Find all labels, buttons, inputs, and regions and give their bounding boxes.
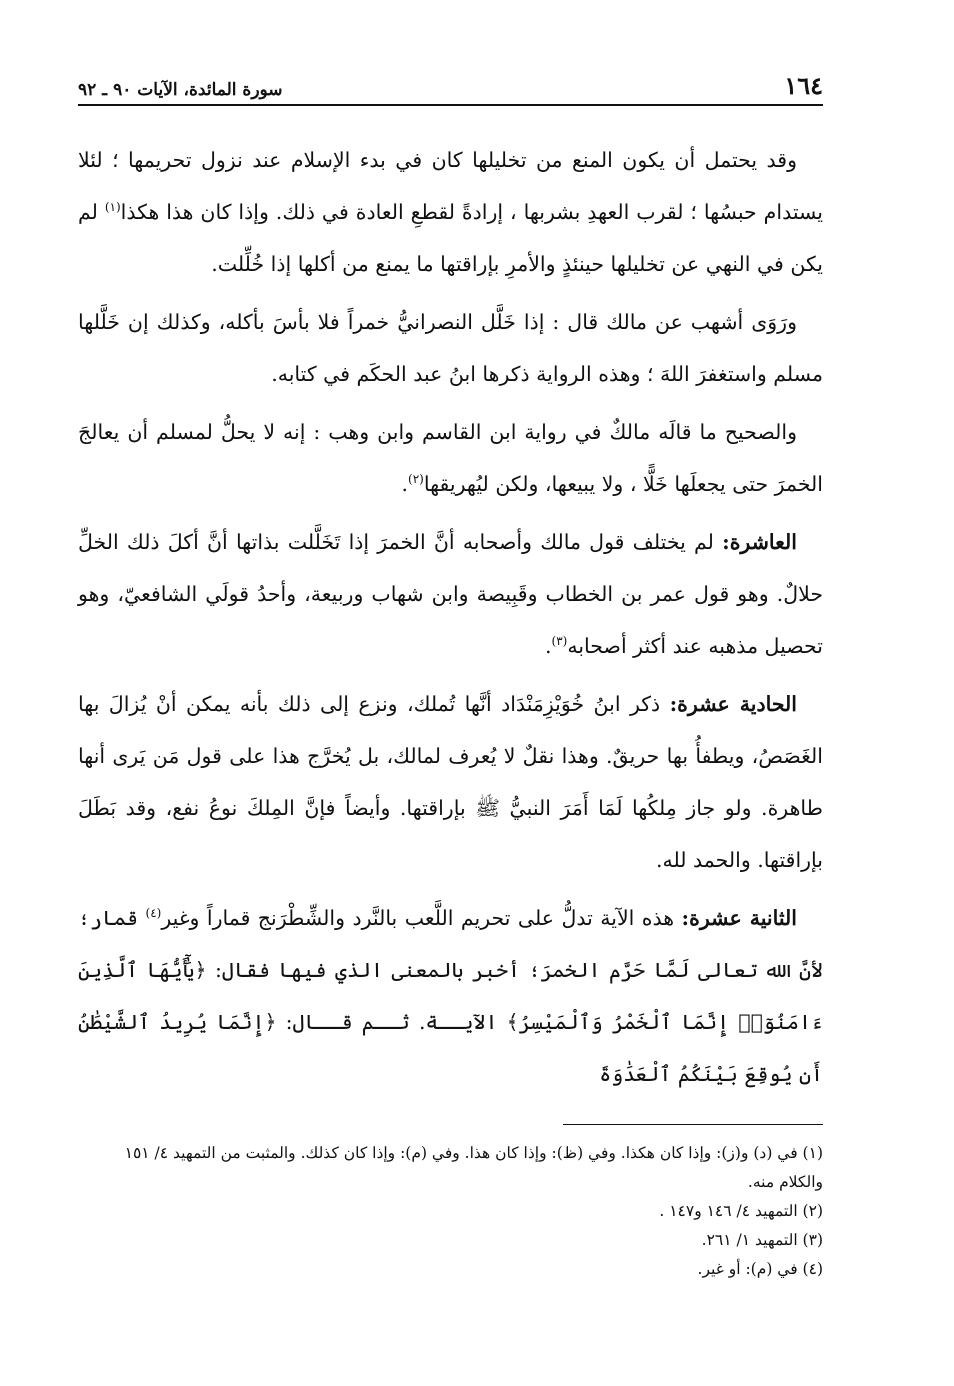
footnote: (١) في (د) و(ز): وإذا كان هكذا. وفي (ظ): وإذا كان هذا. وفي (م): وإذا كان كذلك. والمثبت من التمهيد ٤/ ١٥١ والكلام منه.	[124, 1144, 823, 1191]
paragraph	[78, 516, 823, 672]
book-page	[78, 60, 823, 1350]
footnote-marker: (١)	[104, 200, 121, 215]
paragraph-text: ورَوَى أشهب عن مالك قال : إذا خَلَّل النصرانيُّ خمراً فلا بأسَ بأكله، وكذلك إن خَلَّلها مسلم واستغفرَ اللهَ ؛ وهذه الرواية ذكرها ابنُ عبد الحكَم في كتابه.	[78, 310, 823, 386]
paragraph-text: والصحيح ما قالَه مالكٌ في رواية ابن القاسم وابن وهب : إنه لا يحلُّ لمسلم أن يعالجَ الخمرَ حتى يجعلَها خَلًّا ، ولا يبيعها، ولكن ليُهريقها	[78, 420, 823, 496]
paragraph	[78, 296, 823, 400]
paragraph	[78, 406, 823, 510]
paragraph-text: هذه الآية تدلُّ على تحريم اللَّعب بالنَّرد والشِّطْرَنج قماراً وغير	[161, 906, 682, 930]
paragraph-text: وقد يحتمل أن يكون المنع من تخليلها كان في بدء الإسلام عند نزول تحريمها ؛ لئلا يستدام حبسُها ؛ لقرب العهدِ بشربها ، إرادةً لقطعِ العادة في ذلك. وإذا كان هذا هكذا	[78, 148, 824, 224]
paragraph-text: لم يكن في النهي عن تخليلها حينئذٍ والأمرِ بإراقتها ما يمنع من أكلها إذا خُلِّلت.	[78, 200, 823, 276]
page-header	[78, 60, 823, 106]
paragraph-text: ذكر ابنُ خُوَيْزِمَنْدَاد أنَّها تُملك، ونزع إلى ذلك بأنه يمكن أنْ يُزالَ بها الغَصَصُ، ويطفأُ بها حريقٌ. وهذا نقلٌ لا يُعرف لمالك، بل يُخرَّج هذا على قول مَن يَرى أنها طاهرة. ولو جاز مِلكُها لَمَا أَمَرَ النبيُّ ﷺ بإراقتها. وأيضاً فإنَّ المِلكَ نوعُ نفع، وقد بَطَلَ بإراقتها. والحمد لله.	[78, 692, 823, 872]
paragraph	[78, 134, 823, 290]
footnote: (٤) في (م): أو غير.	[697, 1260, 823, 1278]
section-heading: الحادية عشرة:	[669, 692, 797, 716]
footnote-marker: (٢)	[408, 472, 424, 487]
paragraph-text: .	[401, 472, 409, 496]
footnote: (٢) التمهيد ٤/ ١٤٦ و١٤٧ .	[659, 1202, 823, 1220]
footnote: (٣) التمهيد ١/ ٢٦١.	[701, 1231, 823, 1249]
footnote-marker: (٣)	[551, 634, 568, 649]
page-number: ١٦٤	[784, 71, 823, 100]
paragraph-text: لم يختلف قول مالك وأصحابه أنَّ الخمرَ إذا تَخَلَّلت بذاتها أنَّ أكلَ ذلك الخلِّ حلالٌ. وهو قول عمر بن الخطاب وقَبِيصة وابن شهاب وربيعة، وأحدُ قولَي الشافعيّ، وهو تحصيل مذهبه عند أكثر أصحابه	[78, 530, 823, 658]
paragraph-text: قمار؛ لأنَّ الله تعالى لَمَّا حَرَّم الخمرَ؛ أخبر بالمعنى الذي فيها فقال: ﴿يَٰٓأَيُّهَا ٱلَّذِينَ ءَامَنُوٓا۟ إِنَّمَا ٱلْخَمْرُ وَٱلْمَيْسِرُ﴾ الآيــة. ثــم قــال: ﴿إِنَّمَا يُرِيدُ ٱلشَّيْطَٰنُ أَن يُوقِعَ بَيْنَكُمُ ٱلْعَدَٰوَةَ	[78, 906, 823, 1086]
footnote-separator-wrap	[78, 1106, 823, 1139]
section-heading: الثانية عشرة:	[681, 906, 797, 930]
paragraph	[78, 892, 823, 1100]
paragraph-text: .	[545, 634, 552, 658]
running-title: سورة المائدة، الآيات ٩٠ ـ ٩٢	[78, 80, 283, 100]
footnote-separator	[563, 1124, 823, 1125]
footnotes	[78, 1139, 823, 1284]
main-text	[78, 134, 823, 1100]
paragraph	[78, 678, 823, 886]
section-heading: العاشرة:	[722, 530, 797, 554]
footnote-marker: (٤)	[145, 906, 162, 921]
